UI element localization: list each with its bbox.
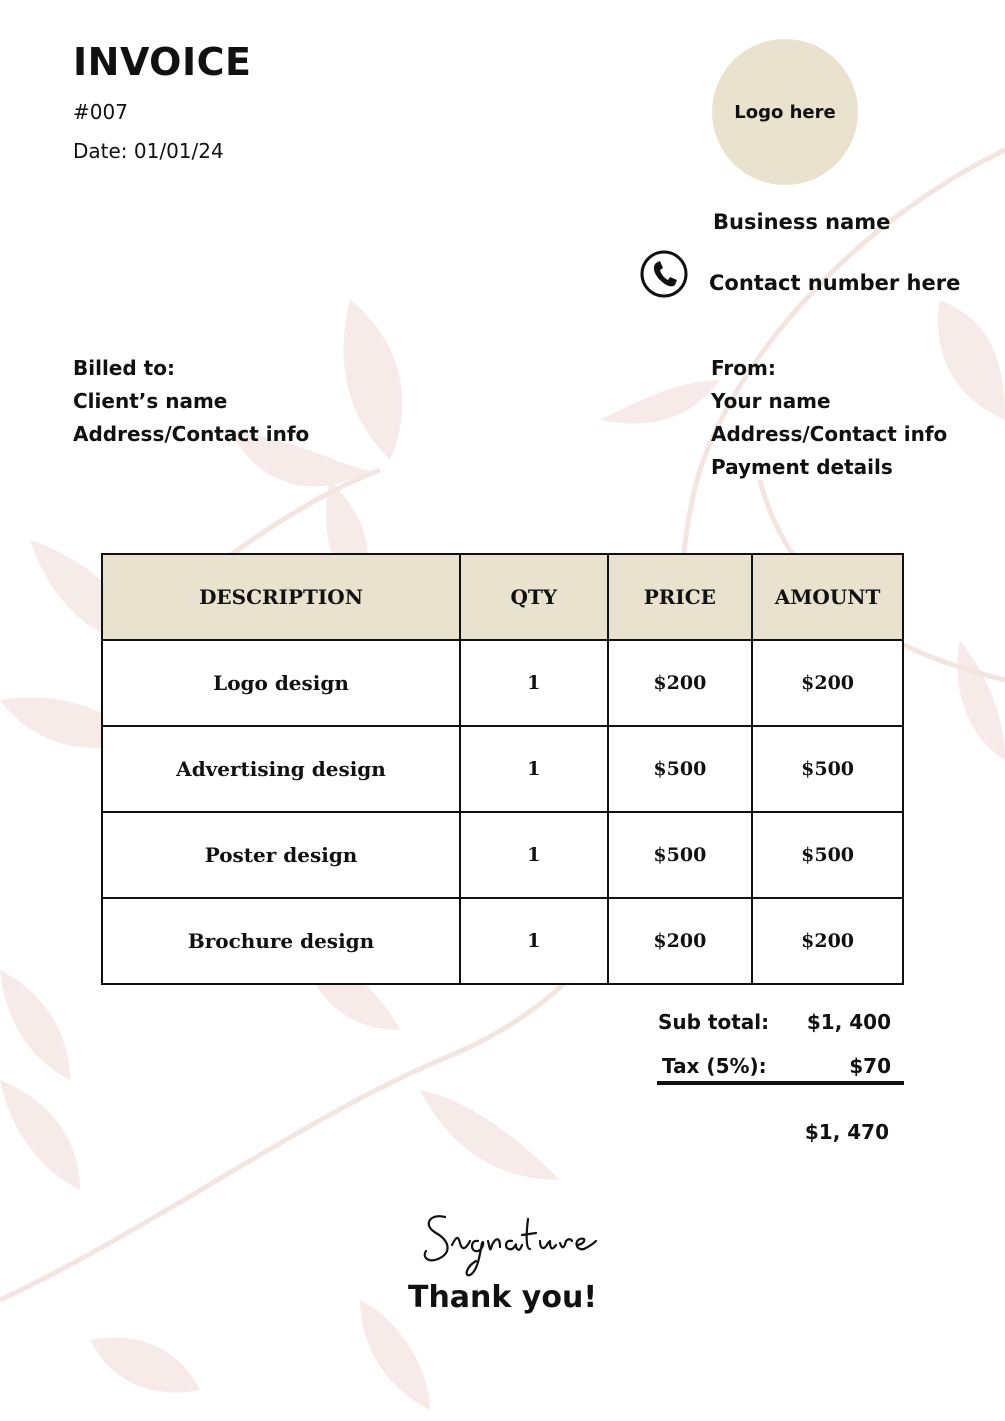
sender-address: Address/Contact info xyxy=(711,422,948,446)
phone-icon xyxy=(639,249,689,299)
item-amount: $500 xyxy=(752,812,903,898)
header-amount: AMOUNT xyxy=(752,554,903,640)
table-row xyxy=(102,898,903,984)
subtotal-value: $1, 400 xyxy=(806,1010,891,1034)
from-label: From: xyxy=(711,356,776,380)
invoice-number: #007 xyxy=(73,100,128,124)
billed-to-block xyxy=(73,352,309,451)
item-amount: $200 xyxy=(752,898,903,984)
totals-divider xyxy=(657,1081,904,1085)
contact-number: Contact number here xyxy=(709,271,961,295)
items-table xyxy=(101,553,904,985)
logo-placeholder xyxy=(712,39,858,185)
payment-details: Payment details xyxy=(711,455,893,479)
table-row xyxy=(102,726,903,812)
item-description: Brochure design xyxy=(102,898,460,984)
billed-to-label: Billed to: xyxy=(73,356,175,380)
client-address: Address/Contact info xyxy=(73,422,310,446)
subtotal-label: Sub total: xyxy=(658,1010,770,1034)
table-header-row xyxy=(102,554,903,640)
from-block xyxy=(711,352,947,484)
header-qty: QTY xyxy=(460,554,608,640)
item-price: $200 xyxy=(608,640,753,726)
tax-label: Tax (5%): xyxy=(662,1054,767,1078)
item-qty: 1 xyxy=(460,726,608,812)
item-qty: 1 xyxy=(460,898,608,984)
table-row xyxy=(102,640,903,726)
item-description: Advertising design xyxy=(102,726,460,812)
header-description: DESCRIPTION xyxy=(102,554,460,640)
item-amount: $500 xyxy=(752,726,903,812)
tax-value: $70 xyxy=(849,1054,891,1078)
total-value: $1, 470 xyxy=(804,1120,889,1144)
item-description: Poster design xyxy=(102,812,460,898)
invoice-title: INVOICE xyxy=(73,40,252,84)
item-description: Logo design xyxy=(102,640,460,726)
business-name: Business name xyxy=(713,210,891,234)
item-price: $200 xyxy=(608,898,753,984)
header-price: PRICE xyxy=(608,554,753,640)
signature xyxy=(400,1195,600,1285)
item-qty: 1 xyxy=(460,640,608,726)
item-price: $500 xyxy=(608,812,753,898)
logo-text: Logo here xyxy=(734,101,836,123)
thank-you-text: Thank you! xyxy=(407,1280,598,1315)
client-name: Client’s name xyxy=(73,389,228,413)
table-row xyxy=(102,812,903,898)
sender-name: Your name xyxy=(711,389,831,413)
item-price: $500 xyxy=(608,726,753,812)
item-amount: $200 xyxy=(752,640,903,726)
item-qty: 1 xyxy=(460,812,608,898)
invoice-date: Date: 01/01/24 xyxy=(73,139,224,163)
